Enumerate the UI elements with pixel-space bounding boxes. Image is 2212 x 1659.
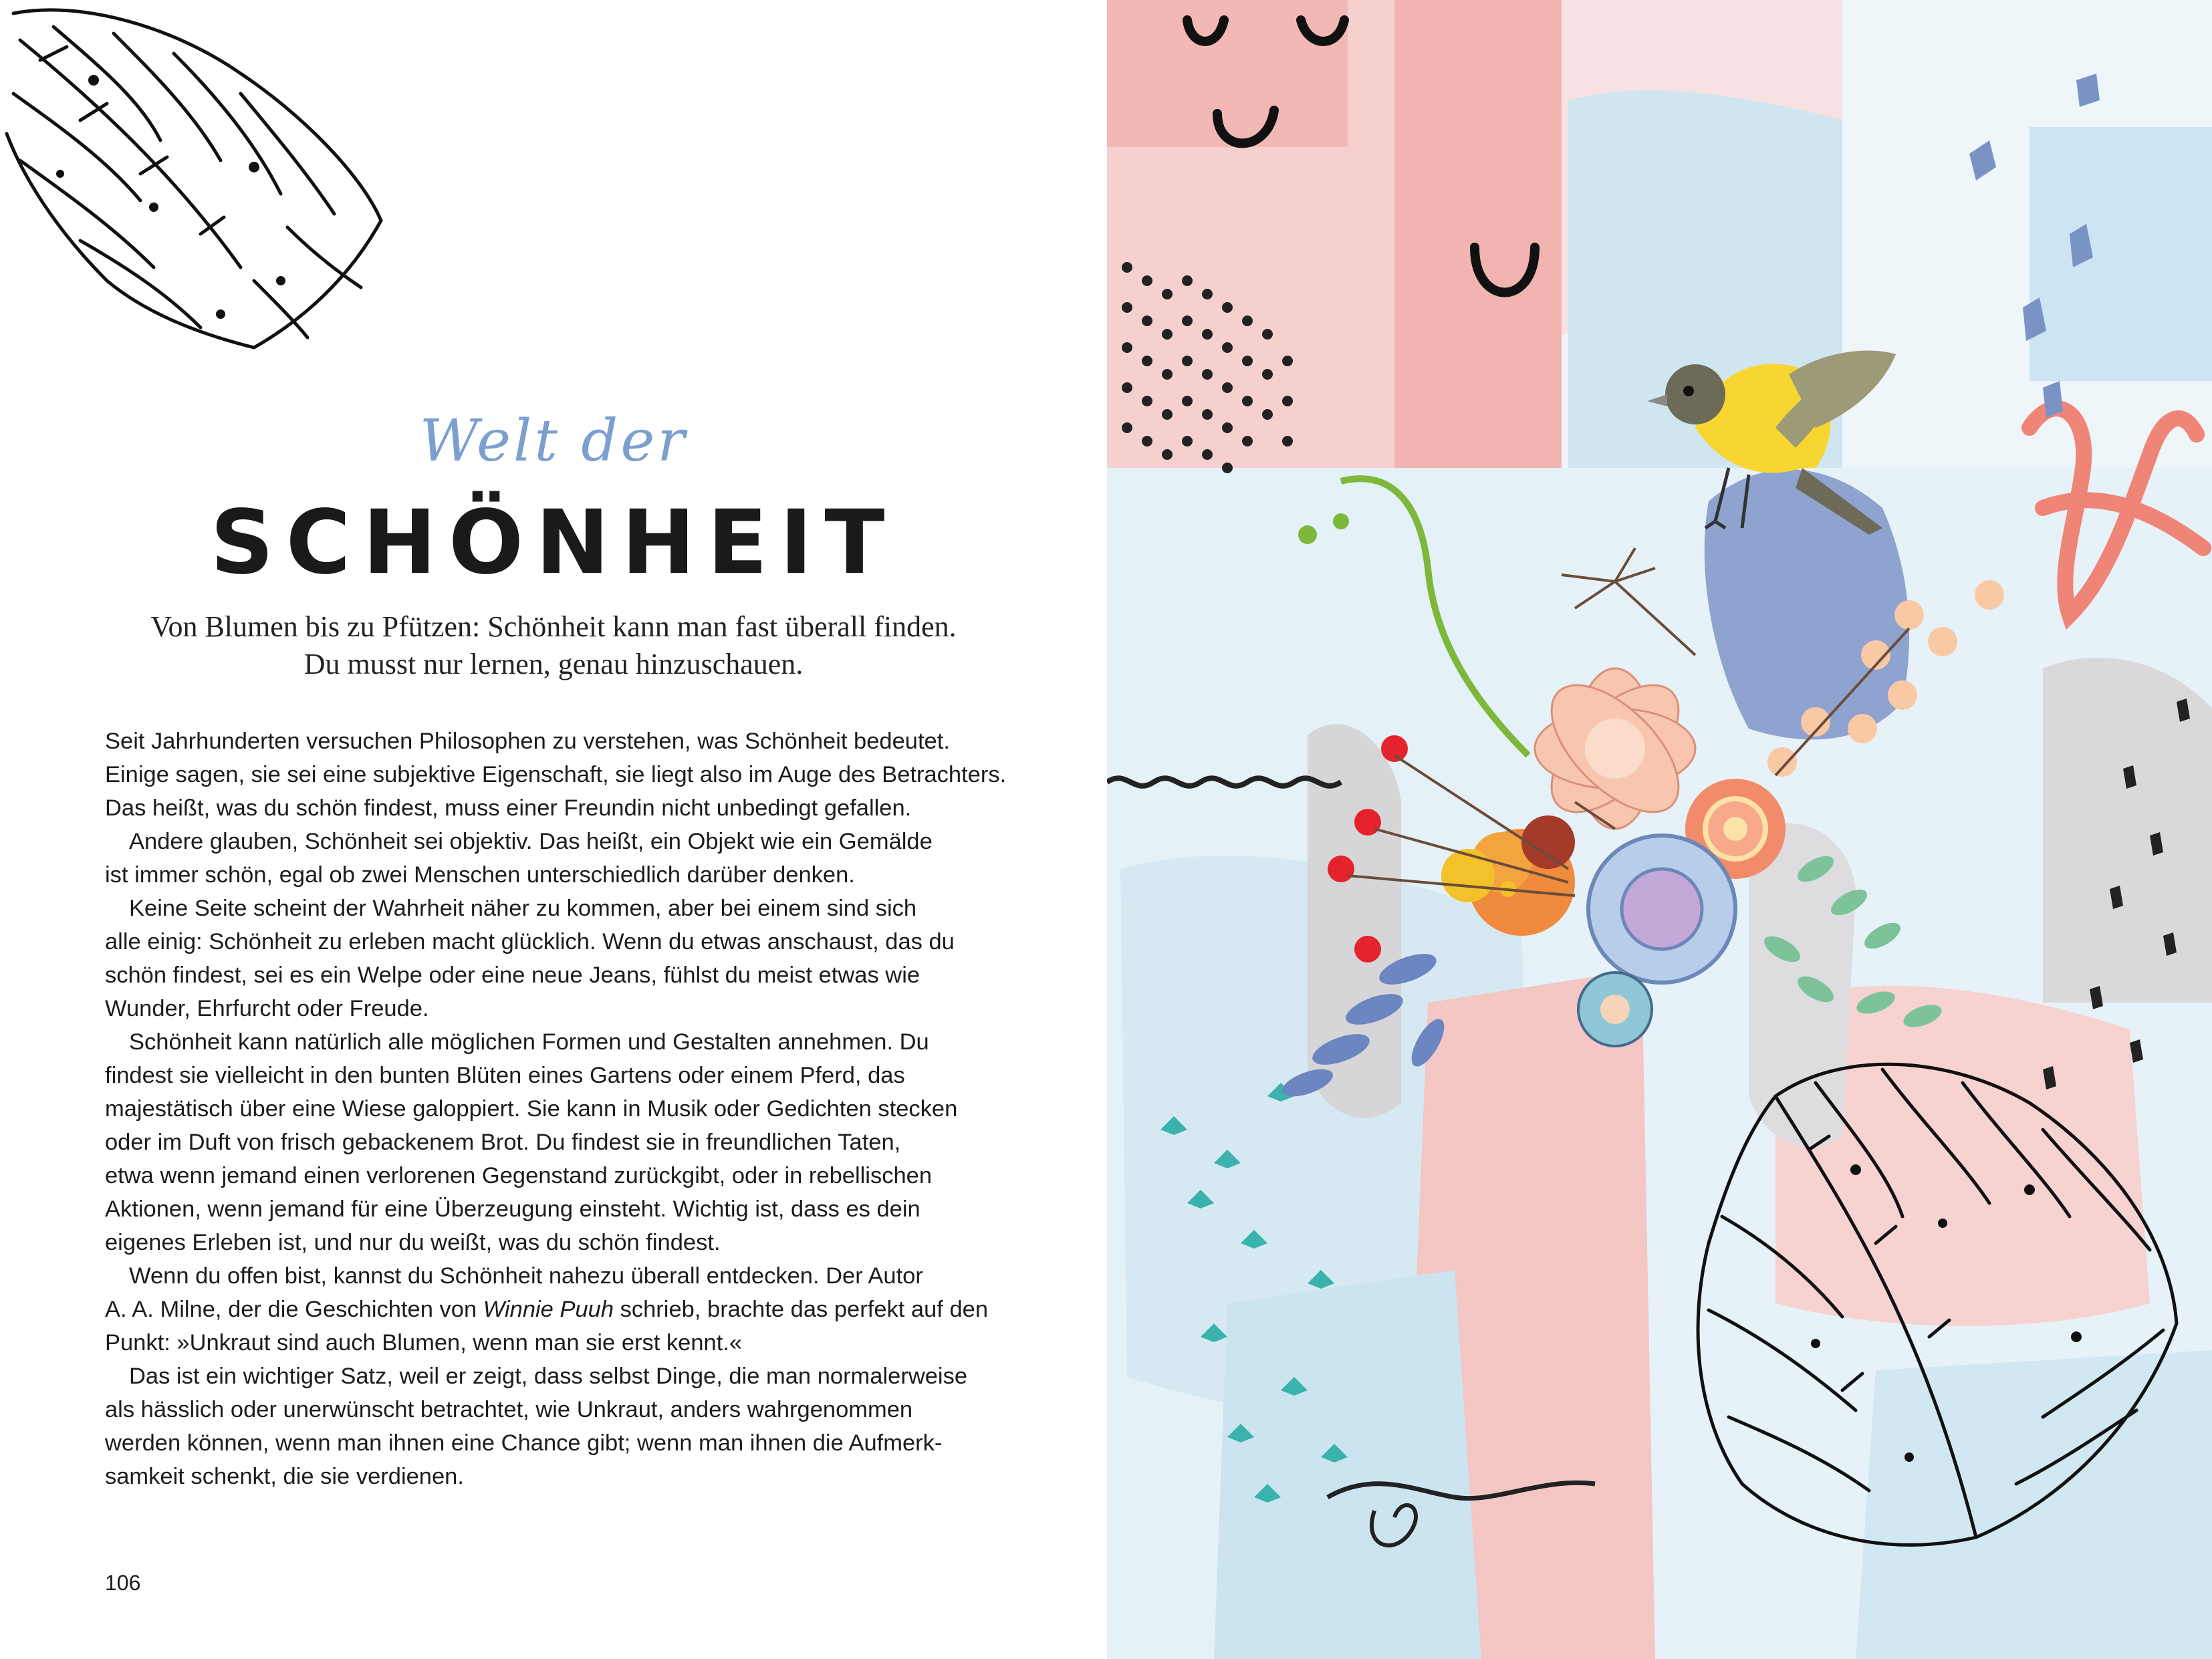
- body-line: Das heißt, was du schön findest, muss einer Freundin nicht unbedingt gefallen.: [105, 795, 912, 821]
- body-line-part: A. A. Milne, der die Geschichten von: [105, 1297, 483, 1322]
- body-line: majestätisch über eine Wiese galoppiert. Sie kann in Musik oder Gedichten stecken: [105, 1096, 958, 1122]
- body-line: Seit Jahrhunderten versuchen Philosophen zu verstehen, was Schönheit bedeutet.: [105, 729, 950, 754]
- body-line: ist immer schön, egal ob zwei Menschen unterschiedlich darüber denken.: [105, 862, 855, 888]
- body-line: Keine Seite scheint der Wahrheit näher zu kommen, aber bei einem sind sich: [129, 896, 917, 921]
- page-number: 106: [105, 1571, 141, 1595]
- body-line: Schönheit kann natürlich alle möglichen Formen und Gestalten annehmen. Du: [129, 1029, 929, 1055]
- title-script: Welt der: [419, 408, 688, 475]
- body-line: werden können, wenn man ihnen eine Chance gibt; wenn man ihnen die Aufmerk-: [105, 1430, 943, 1456]
- right-page-illustration: [1107, 0, 2212, 1659]
- body-line: Wunder, Ehrfurcht oder Freude.: [105, 996, 429, 1021]
- body-line-part: schrieb, brachte das perfekt auf den: [614, 1297, 989, 1322]
- body-line: als hässlich oder unerwünscht betrachtet, wie Unkraut, anders wahrgenommen: [105, 1397, 913, 1422]
- body-line: Aktionen, wenn jemand für eine Überzeugung einsteht. Wichtig ist, dass es dein: [105, 1196, 920, 1222]
- body-line: findest sie vielleicht in den bunten Blüten eines Gartens oder einem Pferd, das: [105, 1063, 905, 1088]
- body-text: [105, 725, 1007, 1493]
- body-line: [105, 1293, 1001, 1326]
- body-line: Einige sagen, sie sei eine subjektive Eigenschaft, sie liegt also im Auge des Betrachters.: [105, 762, 1007, 787]
- monstera-leaf-sketch-icon: [0, 0, 394, 361]
- body-line: Wenn du offen bist, kannst du Schönheit nahezu überall entdecken. Der Autor: [129, 1263, 923, 1289]
- body-line: samkeit schenkt, die sie verdienen.: [105, 1464, 464, 1489]
- body-line: Andere glauben, Schönheit sei objektiv. Das heißt, ein Objekt wie ein Gemälde: [129, 829, 933, 854]
- body-line: eigenes Erleben ist, und nur du weißt, was du schön findest.: [105, 1230, 721, 1255]
- body-line: etwa wenn jemand einen verlorenen Gegenstand zurückgibt, oder in rebellischen: [105, 1163, 933, 1188]
- subtitle-line: Du musst nur lernen, genau hinzuschauen.: [303, 648, 804, 680]
- subtitle: [100, 608, 1007, 683]
- page-title: SCHÖNHEIT: [210, 491, 897, 594]
- body-line: alle einig: Schönheit zu erleben macht glücklich. Wenn du etwas anschaust, das du: [105, 929, 955, 954]
- body-line: schön findest, sei es ein Welpe oder eine neue Jeans, fühlst du meist etwas wie: [105, 963, 920, 988]
- subtitle-line: Von Blumen bis zu Pfützen: Schönheit kann man fast überall finden.: [150, 610, 957, 643]
- book-title: Winnie Puuh: [483, 1297, 614, 1322]
- collage-illustration: [1107, 0, 2212, 1659]
- body-line: Das ist ein wichtiger Satz, weil er zeigt, dass selbst Dinge, die man normalerweise: [129, 1364, 968, 1389]
- body-line: Punkt: »Unkraut sind auch Blumen, wenn man sie erst kennt.«: [105, 1330, 743, 1356]
- body-line: oder im Duft von frisch gebackenem Brot. Du findest sie in freundlichen Taten,: [105, 1130, 901, 1155]
